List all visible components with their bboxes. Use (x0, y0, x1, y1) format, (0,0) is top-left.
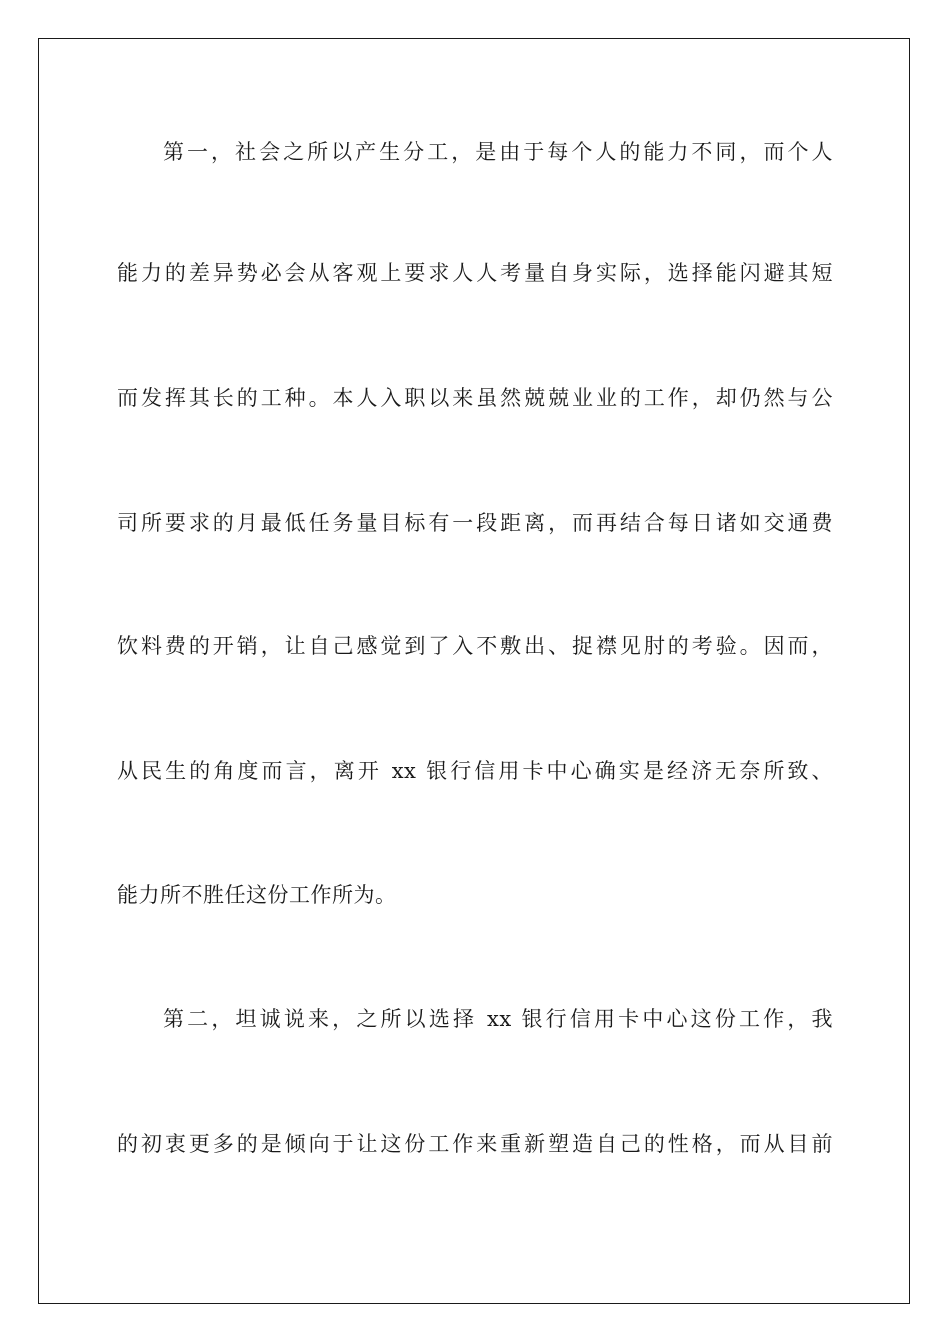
paragraph-1-line-3: 而发挥其长的工种。本人入职以来虽然兢兢业业的工作，却仍然与公 (117, 386, 833, 410)
paragraph-1-line-5: 饮料费的开销，让自己感觉到了入不敷出、捉襟见肘的考验。因而， (117, 634, 833, 658)
paragraph-2-line-2: 的初衷更多的是倾向于让这份工作来重新塑造自己的性格，而从目前 (117, 1132, 833, 1156)
paragraph-1-line-1: 第一，社会之所以产生分工，是由于每个人的能力不同，而个人 (163, 140, 833, 164)
paragraph-1-line-6: 从民生的角度而言，离开 xx 银行信用卡中心确实是经济无奈所致、 (117, 759, 833, 783)
paragraph-1-line-7: 能力所不胜任这份工作所为。 (117, 883, 397, 907)
page-border (38, 38, 910, 1304)
paragraph-1-line-2: 能力的差异势必会从客观上要求人人考量自身实际，选择能闪避其短 (117, 261, 833, 285)
paragraph-2-line-1: 第二，坦诚说来，之所以选择 xx 银行信用卡中心这份工作，我 (163, 1007, 833, 1031)
paragraph-1-line-4: 司所要求的月最低任务量目标有一段距离，而再结合每日诸如交通费 (117, 511, 833, 535)
